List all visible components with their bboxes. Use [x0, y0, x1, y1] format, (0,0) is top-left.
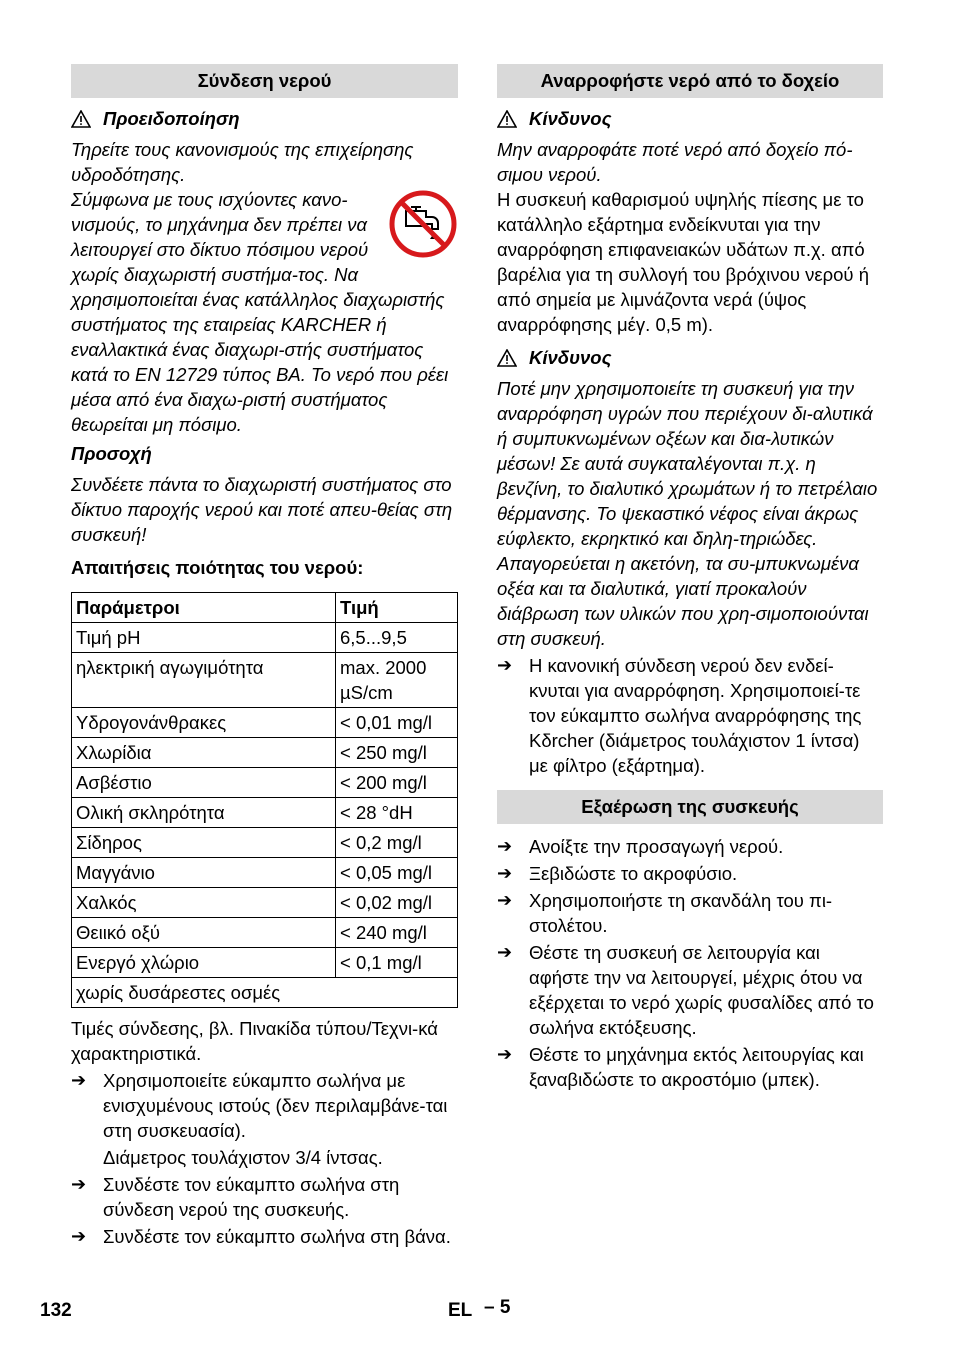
- table-cell: < 0,01 mg/l: [336, 708, 458, 738]
- table-cell: < 200 mg/l: [336, 768, 458, 798]
- warning-text-1: Τηρείτε τους κανονισμούς της επιχείρησης υδροδότησης.: [71, 139, 414, 185]
- arrow-right-icon: ➔: [497, 863, 513, 883]
- list-item: [71, 1172, 458, 1222]
- connection-values-text: Τιμές σύνδεσης, βλ. Πινακίδα τύπου/Τεχνι-κά χαρακτηριστικά.: [71, 1018, 438, 1064]
- right-column: [497, 64, 883, 1092]
- list-item-text: Χρησιμοποιείτε εύκαμπτο σωλήνα με ενισχυμένους ιστούς (δεν περιλαμβάνε-ται στη συσκευασία).: [103, 1070, 448, 1141]
- table-cell: Θειικό οξύ: [72, 918, 336, 948]
- table-cell: Σίδηρος: [72, 828, 336, 858]
- list-item: [497, 1042, 883, 1092]
- table-cell: Χλωρίδια: [72, 738, 336, 768]
- table-row: [72, 738, 458, 768]
- arrow-right-icon: ➔: [71, 1174, 87, 1194]
- list-item-text: Θέστε τη συσκευή σε λειτουργία και αφήστε την να λειτουργεί, μέχρις ότου να εξέρχεται το νερό χωρίς φυσαλίδες από το σωλήνα εκτόξευσης.: [529, 942, 874, 1038]
- danger-label-text: Κίνδυνος: [529, 108, 612, 129]
- quality-title: Απαιτήσεις ποιότητας του νερού:: [71, 557, 364, 578]
- danger-label: [497, 345, 883, 370]
- list-item-text: Ανοίξτε την προσαγωγή νερού.: [529, 836, 784, 857]
- warning-text-2-content: Σύμφωνα με τους ισχύοντες κανο-νισμούς, το μηχάνημα δεν πρέπει να λειτουργεί στο δίκτυο πόσιμου νερού χωρίς διαχωριστή συστήμα-τος. Να χρησιμοποιείται ένας κατάλληλος διαχωριστής συστήματος της εταιρείας KARCHER ή εναλλακτικά ένας διαχωρι-στής συστήματος κατά το EN 12729 τύπος BA. Το νερό που ρέει μέσα από ένα διαχω-ριστή συστήματος θεωρείται μη πόσιμο.: [71, 189, 449, 435]
- table-cell: < 0,2 mg/l: [336, 828, 458, 858]
- section-heading-venting: Εξαέρωση της συσκευής: [497, 790, 883, 824]
- table-cell: Ενεργό χλώριο: [72, 948, 336, 978]
- warning-text-2: [71, 187, 458, 437]
- table-cell: < 0,02 mg/l: [336, 888, 458, 918]
- attention-text: Συνδέετε πάντα το διαχωριστή συστήματος στο δίκτυο παροχής νερού και ποτέ απευ-θείας στη συσκευή!: [71, 474, 453, 545]
- section-heading-water-connection: Σύνδεση νερού: [71, 64, 458, 98]
- table-footer-cell: χωρίς δυσάρεστες οσμές: [72, 978, 458, 1008]
- warning-triangle-icon: [497, 349, 517, 367]
- table-row: [72, 708, 458, 738]
- warning-label-text: Προειδοποίηση: [103, 108, 240, 129]
- attention-label: Προσοχή: [71, 443, 152, 464]
- arrow-right-icon: ➔: [71, 1226, 87, 1246]
- arrow-right-icon: ➔: [497, 836, 513, 856]
- table-cell: Υδρογονάνθρακες: [72, 708, 336, 738]
- table-row: [72, 918, 458, 948]
- table-row: [72, 798, 458, 828]
- water-quality-table: [71, 592, 458, 1008]
- list-item: [497, 653, 883, 778]
- table-cell: < 28 °dH: [336, 798, 458, 828]
- arrow-right-icon: ➔: [497, 655, 513, 675]
- table-row: [72, 858, 458, 888]
- list-item: [497, 834, 883, 859]
- danger-text-2: Ποτέ μην χρησιμοποιείτε τη συσκευή για την αναρρόφηση υγρών που περιέχουν δι-αλυτικά ή συμπυκνωμένων οξέων και δια-λυτικών μέσων! Σε αυτά συγκαταλέγονται π.χ. η βενζίνη, το διαλυτικό χρωμάτων ή το πετρέλαιο θέρμανσης. Το ψεκαστικό νέφος είναι άκρως εύφλεκτο, εκρηκτικό και δηλη-τηριώδες. Απαγορεύεται η ακετόνη, τα συ-μπυκνωμένα οξέα και τα διαλυτικά, γιατί προκαλούν διάβρωση των υλικών που χρη-σιμοποιούνται στη συσκευή.: [497, 378, 878, 649]
- table-row: [72, 828, 458, 858]
- table-footer-row: [72, 978, 458, 1008]
- danger-text-1: Μην αναρροφάτε ποτέ νερό από δοχείο πό-σιμου νερού.: [497, 139, 853, 185]
- section-heading-suction: Αναρροφήστε νερό από το δοχείο: [497, 64, 883, 98]
- table-cell: Ασβέστιο: [72, 768, 336, 798]
- list-item-text: Συνδέστε τον εύκαμπτο σωλήνα στη βάνα.: [103, 1226, 451, 1247]
- warning-triangle-icon: [497, 110, 517, 128]
- suction-paragraph: Η συσκευή καθαρισμού υψηλής πίεσης με το κατάλληλο εξάρτημα ενδείκνυται για την αναρρόφηση επιφανειακών υδάτων π.χ. από βαρέλια για τη συλλογή του βρόχινου νερού ή από σημεία με λιμνάζοντα νερά (ύψος αναρρόφησης μέγ. 0,5 m).: [497, 189, 869, 335]
- list-item: [497, 888, 883, 938]
- list-item: [71, 1068, 458, 1143]
- table-cell: Τιμή pH: [72, 623, 336, 653]
- table-cell: Μαγγάνιο: [72, 858, 336, 888]
- table-cell: < 0,05 mg/l: [336, 858, 458, 888]
- table-cell: Ολική σκληρότητα: [72, 798, 336, 828]
- table-row: [72, 653, 458, 708]
- table-header-row: [72, 593, 458, 623]
- table-row: [72, 948, 458, 978]
- section-number: – 5: [484, 1297, 511, 1318]
- list-item-text: Θέστε το μηχάνημα εκτός λειτουργίας και ξαναβιδώστε το ακροστόμιο (μπεκ).: [529, 1044, 864, 1090]
- list-item-text: Συνδέστε τον εύκαμπτο σωλήνα στη σύνδεση νερού της συσκευής.: [103, 1174, 400, 1220]
- list-item: [497, 861, 883, 886]
- list-item-text: Η κανονική σύνδεση νερού δεν ενδεί-κνυται για αναρρόφηση. Χρησιμοποιεί-τε τον εύκαμπτο σωλήνα αναρρόφησης της Kδrcher (διάμετρος τουλάχιστον 1 ίντσα) με φίλτρο (εξάρτημα).: [529, 655, 862, 776]
- no-drinking-water-icon: [388, 189, 458, 259]
- table-row: [72, 888, 458, 918]
- table-cell: max. 2000 µS/cm: [336, 653, 458, 708]
- arrow-right-icon: ➔: [71, 1070, 87, 1090]
- warning-label: [71, 106, 458, 131]
- warning-triangle-icon: [71, 110, 91, 128]
- table-cell: Χαλκός: [72, 888, 336, 918]
- list-item-text: Χρησιμοποιήστε τη σκανδάλη του πι-στολέτου.: [529, 890, 833, 936]
- table-cell: < 0,1 mg/l: [336, 948, 458, 978]
- danger-label: [497, 106, 883, 131]
- page-number: 132: [40, 1300, 72, 1321]
- table-cell: ηλεκτρική αγωγιμότητα: [72, 653, 336, 708]
- list-item: [497, 940, 883, 1040]
- arrow-right-icon: ➔: [497, 942, 513, 962]
- list-item-note: Διάμετρος τουλάχιστον 3/4 ίντσας.: [103, 1147, 383, 1168]
- table-cell: < 250 mg/l: [336, 738, 458, 768]
- arrow-right-icon: ➔: [497, 1044, 513, 1064]
- table-cell: 6,5...9,5: [336, 623, 458, 653]
- language-code: EL: [448, 1300, 473, 1321]
- table-header-value: Τιμή: [336, 593, 458, 623]
- arrow-right-icon: ➔: [497, 890, 513, 910]
- left-column: [71, 64, 458, 1249]
- table-header-parameter: Παράμετροι: [72, 593, 336, 623]
- list-item-text: Ξεβιδώστε το ακροφύσιο.: [529, 863, 738, 884]
- list-item: [71, 1224, 458, 1249]
- danger-label-text: Κίνδυνος: [529, 347, 612, 368]
- table-row: [72, 623, 458, 653]
- table-cell: < 240 mg/l: [336, 918, 458, 948]
- table-row: [72, 768, 458, 798]
